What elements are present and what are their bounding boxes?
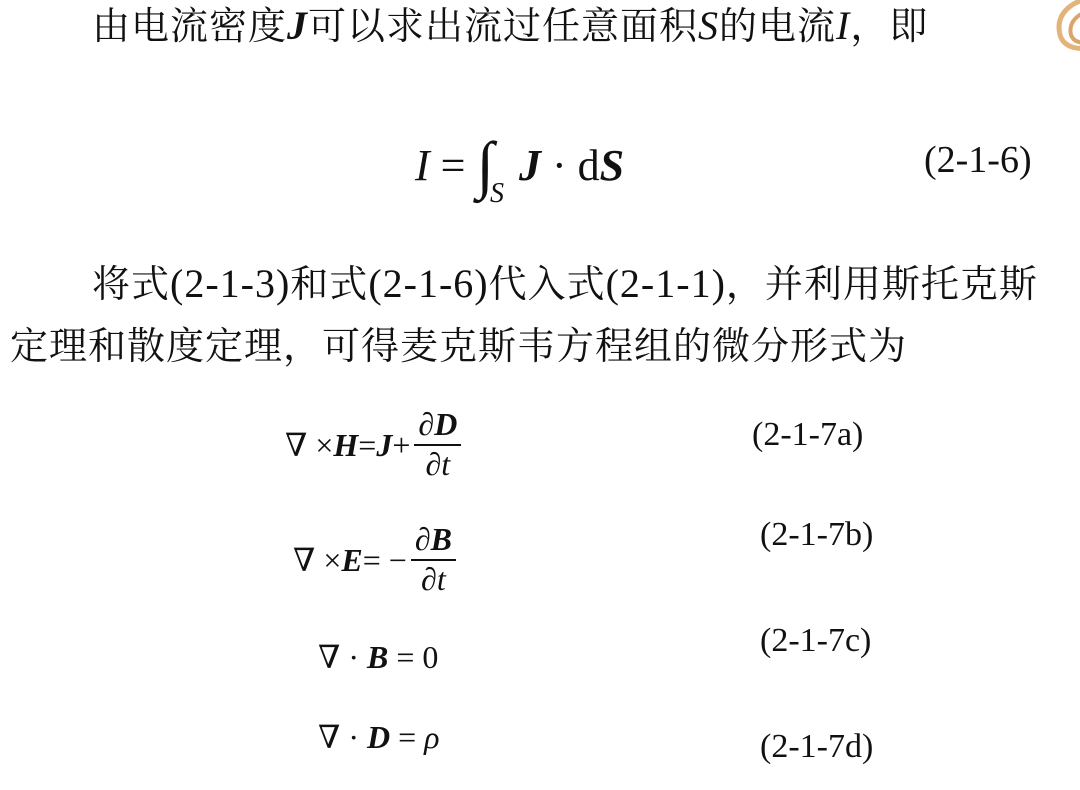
eq6-lhs: I bbox=[415, 141, 430, 190]
eq7b-curl: ∇ × bbox=[293, 542, 342, 578]
eq6-d: d bbox=[577, 141, 600, 190]
eq6-equals: = bbox=[440, 141, 466, 190]
var-I: I bbox=[836, 3, 851, 48]
eq7a-equals: = bbox=[358, 426, 377, 463]
eq7a-den-partial: ∂ bbox=[425, 446, 442, 482]
equation-2-1-7b bbox=[293, 515, 460, 605]
integral-subscript: S bbox=[490, 178, 505, 209]
equation-number-2-1-7c: (2-1-7c) bbox=[760, 622, 872, 659]
equation-number-2-1-6: (2-1-6) bbox=[924, 139, 1032, 181]
intro-sentence bbox=[92, 0, 928, 52]
intro-text-1: 由电流密度 bbox=[92, 4, 288, 48]
eq7d-equals: = bbox=[390, 719, 425, 755]
eq7b-equals-minus: = − bbox=[362, 541, 407, 578]
eq7c-div: ∇ · bbox=[318, 639, 367, 675]
paragraph2-line1 bbox=[92, 258, 1038, 310]
eq7a-partial: ∂ bbox=[418, 406, 435, 443]
eq6-J: J bbox=[519, 141, 542, 190]
ref-2-1-3: (2-1-3) bbox=[170, 261, 291, 306]
eq7a-denominator bbox=[425, 446, 450, 482]
intro-text-4: ，即 bbox=[850, 4, 929, 48]
logo-swirl-icon bbox=[1040, 0, 1080, 60]
p2-text-3: 代入式 bbox=[488, 262, 606, 306]
equation-2-1-7c bbox=[318, 638, 438, 676]
eq7a-fraction bbox=[414, 408, 461, 481]
eq6-dot: · bbox=[541, 141, 578, 190]
eq7a-H: H bbox=[333, 426, 359, 463]
eq7b-E: E bbox=[341, 541, 363, 578]
p2-text-2: 和式 bbox=[290, 262, 369, 306]
eq7b-partial: ∂ bbox=[414, 521, 431, 558]
equation-2-1-7a bbox=[285, 400, 465, 490]
intro-text-2: 可以求出流过任意面积 bbox=[308, 4, 699, 48]
paragraph2-line2: 定理和散度定理，可得麦克斯韦方程组的微分形式为 bbox=[10, 324, 908, 368]
eq7a-numerator bbox=[414, 408, 461, 446]
p2-text-1: 将式 bbox=[92, 262, 171, 306]
equation-2-1-6 bbox=[415, 122, 625, 209]
eq7b-fraction bbox=[411, 523, 456, 596]
eq7d-D: D bbox=[367, 719, 391, 755]
ref-2-1-1: (2-1-1) bbox=[605, 261, 726, 306]
eq6-S: S bbox=[599, 141, 625, 190]
eq7b-t: t bbox=[436, 561, 446, 597]
var-S: S bbox=[698, 3, 720, 48]
eq7c-rhs: = 0 bbox=[388, 639, 439, 675]
eq7a-t: t bbox=[441, 446, 451, 482]
eq7b-B: B bbox=[430, 521, 452, 558]
eq7b-den-partial: ∂ bbox=[421, 561, 437, 597]
var-J: J bbox=[287, 3, 309, 48]
eq7b-denominator bbox=[421, 561, 446, 597]
equation-number-2-1-7b: (2-1-7b) bbox=[760, 516, 874, 553]
eq7a-curl: ∇ × bbox=[285, 427, 334, 463]
eq7c-B: B bbox=[367, 639, 389, 675]
p2-text-4: ，并利用斯托克斯 bbox=[725, 262, 1038, 306]
equation-number-2-1-7a: (2-1-7a) bbox=[752, 416, 864, 453]
equation-2-1-7d bbox=[318, 718, 440, 756]
eq7d-div: ∇ · bbox=[318, 719, 367, 755]
eq7a-D: D bbox=[434, 406, 458, 443]
ref-2-1-6: (2-1-6) bbox=[368, 261, 489, 306]
equation-number-2-1-7d: (2-1-7d) bbox=[760, 728, 874, 765]
eq7a-J: J bbox=[376, 426, 393, 463]
eq7b-numerator bbox=[411, 523, 456, 561]
eq7d-rho: ρ bbox=[424, 719, 440, 755]
integral-sign: ∫ bbox=[476, 129, 495, 200]
intro-text-3: 的电流 bbox=[719, 4, 837, 48]
eq7a-plus: + bbox=[392, 426, 411, 463]
